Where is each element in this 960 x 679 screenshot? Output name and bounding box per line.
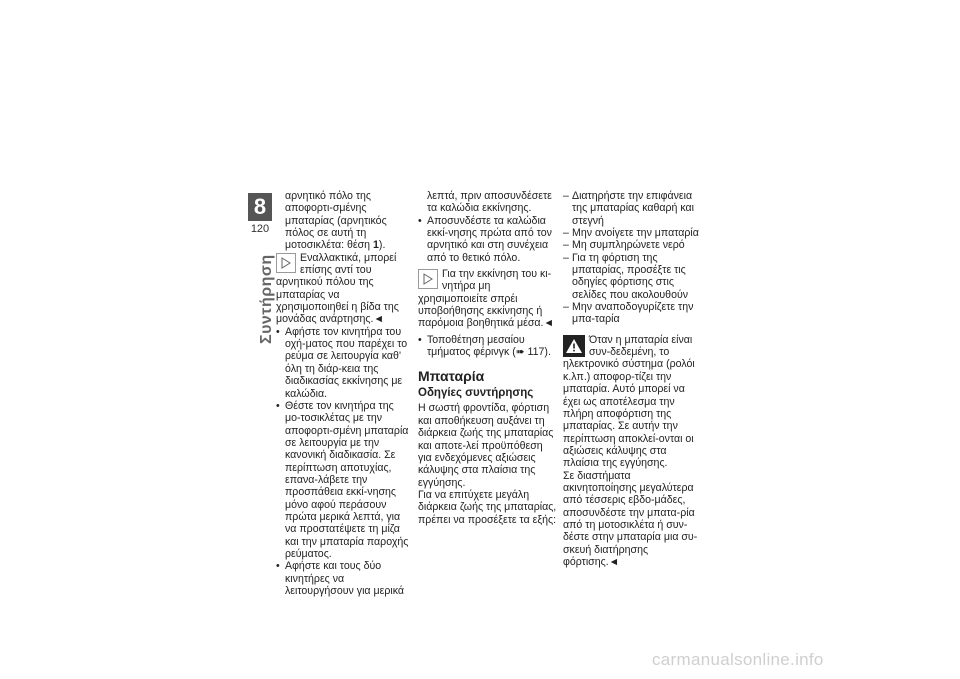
note-text: Εναλλακτικά, μπορεί επίσης αντί του αρνητικού πόλου της μπαταρίας να χρησιμοποιηθεί η βίδα της μονάδας ανάρτησης.◄ bbox=[276, 251, 399, 326]
section-title: Μπαταρία bbox=[418, 368, 485, 385]
note-block bbox=[276, 252, 412, 326]
paragraph: Σε διαστήματα ακινητοποίησης μεγαλύτερα από τέσσερις εβδο-μάδες, αποσυνδέστε την μπατα-ρία από τη μοτοσικλέτα ή συν-δέστε στην μπαταρία μια συ-σκευή διατήρησης φόρτισης.◄ bbox=[563, 469, 698, 568]
list-item: • Τοποθέτηση μεσαίου τμήματος φέρινγκ (➠ 117). bbox=[418, 334, 557, 359]
list-item: • Αποσυνδέστε τα καλώδια εκκί-νησης πρώτα από τον αρνητικό και στη συνέχεια από το θετικό πόλο. bbox=[418, 215, 557, 264]
column-3 bbox=[563, 190, 703, 568]
column-1 bbox=[276, 190, 412, 597]
paragraph: αρνητικό πόλο της αποφορτι-σμένης μπαταρίας (αρνητικός πόλος σε αυτή τη μοτοσικλέτα: θέση 1). bbox=[285, 190, 387, 252]
note-text: Για την εκκίνηση του κι-νητήρα μη χρησιμοποιείτε σπρέι υποβοήθησης εκκίνησης ή παρόμοια βοηθητικά μέσα.◄ bbox=[418, 268, 554, 330]
list-item: • Αφήστε και τους δύο κινητήρες να λειτουργήσουν για μερικά bbox=[276, 560, 412, 597]
list-item: – Μη συμπληρώνετε νερό bbox=[563, 239, 703, 251]
paragraph: Για να επιτύχετε μεγάλη διάρκεια ζωής της μπαταρίας, πρέπει να προσέξετε τα εξής: bbox=[418, 488, 557, 526]
chapter-number: 8 bbox=[248, 193, 272, 221]
bullet-list bbox=[418, 334, 557, 359]
bullet-list bbox=[276, 326, 412, 598]
list-item: – Διατηρήστε την επιφάνεια της μπαταρίας καθαρή και στεγνή bbox=[563, 190, 703, 227]
warning-icon bbox=[563, 335, 585, 357]
note-triangle-icon bbox=[276, 253, 296, 273]
dash-list bbox=[563, 190, 703, 326]
list-item: • Θέστε τον κινητήρα της μο-τοσικλέτας με την αποφορτι-σμένη μπαταρία σε λειτουργία με την κανονική διαδικασία. Σε περίπτωση αποτυχίας, επανα-λάβετε την προσπάθεια εκκί-νησης μόνο αφού περάσουν πρώτα μερικά λεπτά, για να προστατέψετε τη μίζα και την μπαταρία παροχής ρεύματος. bbox=[276, 400, 412, 560]
subsection-title: Οδηγίες συντήρησης bbox=[418, 387, 534, 400]
watermark: carmanualsonline.info bbox=[652, 650, 824, 669]
list-item: – Μην αναποδογυρίζετε την μπα-ταρία bbox=[563, 301, 703, 326]
page-number: 120 bbox=[250, 223, 270, 235]
paragraph: Η σωστή φροντίδα, φόρτιση και αποθήκευση αυξάνει τη διάρκεια ζωής της μπαταρίας και αποτε-λεί προϋπόθεση για ενδεχόμενες αξιώσεις κάλυψης στα πλαίσια της εγγύησης. bbox=[418, 402, 554, 489]
warning-block bbox=[563, 334, 703, 470]
note-block bbox=[418, 268, 557, 330]
bullet-list bbox=[418, 215, 557, 264]
list-item: – Για τη φόρτιση της μπαταρίας, προσέξτε τις οδηγίες φόρτισης στις σελίδες που ακολουθούν bbox=[563, 252, 703, 301]
list-item: • Αφήστε τον κινητήρα του οχή-ματος που παρέχει το ρεύμα σε λειτουργία καθ' όλη τη διάρ-κεια της διαδικασίας εκκίνησης με καλώδια. bbox=[276, 326, 412, 400]
list-item: – Μην ανοίγετε την μπαταρία bbox=[563, 227, 703, 239]
warning-text: Όταν η μπαταρία είναι συν-δεδεμένη, το ηλεκτρονικό σύστημα (ρολόι κ.λπ.) αποφορ-τίζει την μπαταρία. Αυτό μπορεί να έχει ως αποτέλεσμα την πλήρη αποφόρτιση της μπαταρίας. Σε αυτήν την περίπτωση αποκλεί-ονται οι αξιώσεις κάλυψης στα πλαίσια της εγγύησης. bbox=[563, 333, 695, 470]
note-triangle-icon bbox=[418, 269, 438, 289]
paragraph: λεπτά, πριν αποσυνδέσετε τα καλώδια εκκίνησης. bbox=[427, 190, 552, 215]
chapter-title: Συντήρηση bbox=[258, 254, 275, 344]
column-2 bbox=[418, 190, 557, 526]
